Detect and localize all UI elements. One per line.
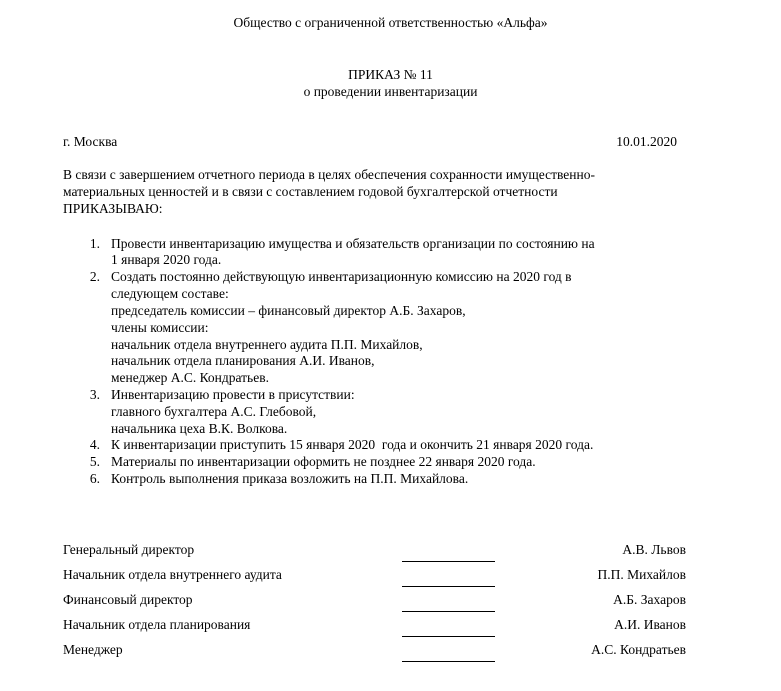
signatory-name: А.С. Кондратьев [591,642,686,657]
list-item-number: 4. [89,437,100,452]
list-item-line: Провести инвентаризацию имущества и обязательств организации по состоянию на [111,236,595,251]
list-item-line: члены комиссии: [111,320,209,335]
list-item-line: Контроль выполнения приказа возложить на П.П. Михайлова. [111,471,469,486]
list-item-line: следующем составе: [111,286,229,301]
list-item-number: 3. [89,387,100,402]
list-item-line: К инвентаризации приступить 15 января 2020 года и окончить 21 января 2020 года. [111,437,594,452]
order-subject: о проведении инвентаризации [303,84,478,99]
list-item-number: 1. [89,236,100,251]
signature-line [402,586,495,587]
city: г. Москва [63,134,118,149]
signature-line [402,661,495,662]
list-item-number: 6. [89,471,100,486]
list-item-line: начальник отдела планирования А.И. Иванов, [111,353,375,368]
list-item-line: главного бухгалтера А.С. Глебовой, [111,404,317,419]
preamble-line-2: материальных ценностей и в связи с составлением годовой бухгалтерской отчетности [63,184,558,199]
list-item-line: начальник отдела внутреннего аудита П.П. Михайлов, [111,337,423,352]
list-item-line: председатель комиссии – финансовый директор А.Б. Захаров, [111,303,466,318]
signature-line [402,611,495,612]
list-item-number: 5. [89,454,100,469]
list-item-line: менеджер А.С. Кондратьев. [111,370,269,385]
list-item-line: начальника цеха В.К. Волкова. [111,421,288,436]
signatory-name: А.И. Иванов [614,617,686,632]
signatory-title: Начальник отдела планирования [63,617,251,632]
command-word: ПРИКАЗЫВАЮ: [63,201,163,216]
signatory-name: А.Б. Захаров [613,592,686,607]
list-item-line: Материалы по инвентаризации оформить не позднее 22 января 2020 года. [111,454,536,469]
organization-name: Общество с ограниченной ответственностью «Альфа» [233,15,548,30]
signatory-name: А.В. Львов [622,542,686,557]
signatory-title: Генеральный директор [63,542,195,557]
order-title: ПРИКАЗ № 11 [348,67,433,82]
list-item-line: Создать постоянно действующую инвентаризационную комиссию на 2020 год в [111,269,572,284]
signature-line [402,561,495,562]
signatory-title: Финансовый директор [63,592,193,607]
signature-line [402,636,495,637]
signatory-title: Менеджер [63,642,123,657]
preamble-line-1: В связи с завершением отчетного периода в целях обеспечения сохранности имущественно- [63,167,595,182]
signatory-name: П.П. Михайлов [597,567,686,582]
list-item-line: 1 января 2020 года. [111,252,222,267]
order-date: 10.01.2020 [616,134,677,149]
signatory-title: Начальник отдела внутреннего аудита [63,567,282,582]
list-item-number: 2. [89,269,100,284]
list-item-line: Инвентаризацию провести в присутствии: [111,387,355,402]
